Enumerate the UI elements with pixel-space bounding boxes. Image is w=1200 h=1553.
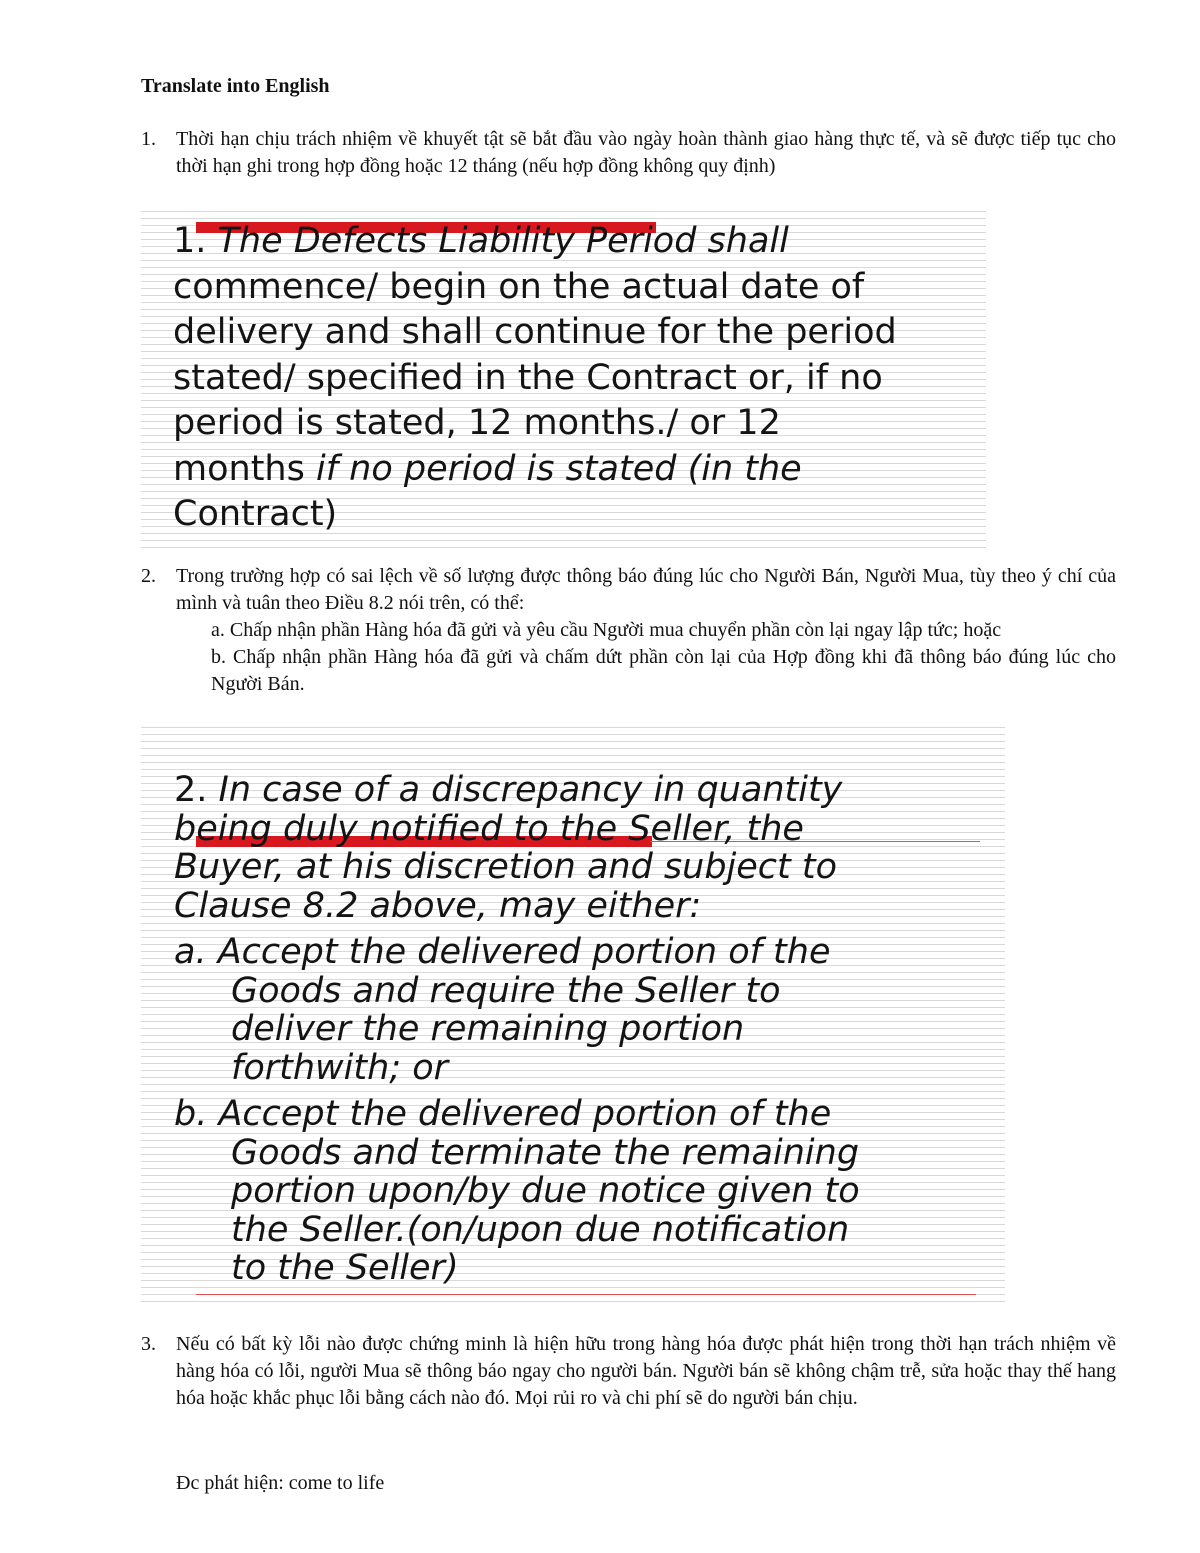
slide-line: deliver the remaining portion — [231, 1009, 745, 1049]
slide-image-1 — [141, 207, 986, 552]
slide-line: to the Seller) — [231, 1248, 459, 1288]
list-item — [141, 126, 1116, 180]
slide-line: Clause 8.2 above, may either: — [174, 885, 702, 926]
item-number: 1. — [141, 128, 156, 150]
item-number: 3. — [141, 1333, 156, 1355]
slide-line: the Seller.(on/upon due notification — [231, 1209, 850, 1250]
slide-line: 2. In case of a discrepancy in quantity — [174, 770, 843, 810]
slide-line: Goods and require the Seller to — [231, 970, 781, 1011]
slide-line: commence/ begin on the actual date of — [173, 266, 865, 307]
slide-line: Buyer, at his discretion and subject to — [174, 847, 838, 887]
slide-line: delivery and shall continue for the period — [173, 312, 897, 352]
item-text: Thời hạn chịu trách nhiệm về khuyết tật sẽ bắt đầu vào ngày hoàn thành giao hàng thực tế, và sẽ được tiếp tục cho thời hạn ghi trong hợp đồng hoặc 12 tháng (nếu hợp đồng không quy định) — [176, 128, 1116, 177]
list-item — [141, 563, 1116, 698]
slide-line: 1. The Defects Liability Period shall — [173, 221, 789, 261]
sub-item-b: b. Chấp nhận phần Hàng hóa đã gửi và chấm dứt phần còn lại của Hợp đồng khi đã thông báo đúng lúc cho Người Bán. — [211, 646, 1116, 695]
slide-image-2 — [141, 723, 1005, 1303]
slide-line: portion upon/by due notice given to — [231, 1171, 860, 1211]
item-number: 2. — [141, 565, 156, 587]
slide-line: b. Accept the delivered portion of the — [174, 1094, 832, 1134]
slide-line: Contract) — [173, 494, 338, 534]
item-text: Trong trường hợp có sai lệch về số lượng được thông báo đúng lúc cho Người Bán, Người Mua, tùy theo ý chí của mình và tuân theo Điều 8.2 nói trên, có thể: — [176, 565, 1116, 614]
slide-line: stated/ specified in the Contract or, if no — [173, 357, 883, 398]
slide-line: months if no period is stated (in the — [173, 448, 802, 489]
slide-text — [174, 771, 860, 1288]
slide-line: forthwith; or — [231, 1047, 449, 1088]
red-rule — [196, 1294, 976, 1295]
item-text: Nếu có bất kỳ lỗi nào được chứng minh là hiện hữu trong hàng hóa được phát hiện trong thời hạn trách nhiệm về hàng hóa có lỗi, người Mua sẽ thông báo ngay cho người bán. Người bán sẽ không chậm trễ, sửa hoặc thay thế hang hóa hoặc khắc phục lỗi bằng cách nào đó. Mọi rủi ro và chi phí sẽ do người bán chịu. — [176, 1333, 1116, 1409]
sub-item-a: a. Chấp nhận phần Hàng hóa đã gửi và yêu cầu Người mua chuyển phần còn lại ngay lập tức; hoặc — [211, 619, 1002, 641]
slide-line: a. Accept the delivered portion of the — [174, 932, 831, 972]
slide-line: period is stated, 12 months./ or 12 — [173, 403, 781, 443]
slide-text — [173, 219, 897, 538]
slide-line: being duly notified to the Seller, the — [174, 808, 804, 849]
vocab-note: Đc phát hiện: come to life — [176, 1472, 385, 1494]
page-title: Translate into English — [141, 75, 330, 97]
list-item — [141, 1331, 1116, 1412]
slide-line: Goods and terminate the remaining — [231, 1132, 860, 1173]
